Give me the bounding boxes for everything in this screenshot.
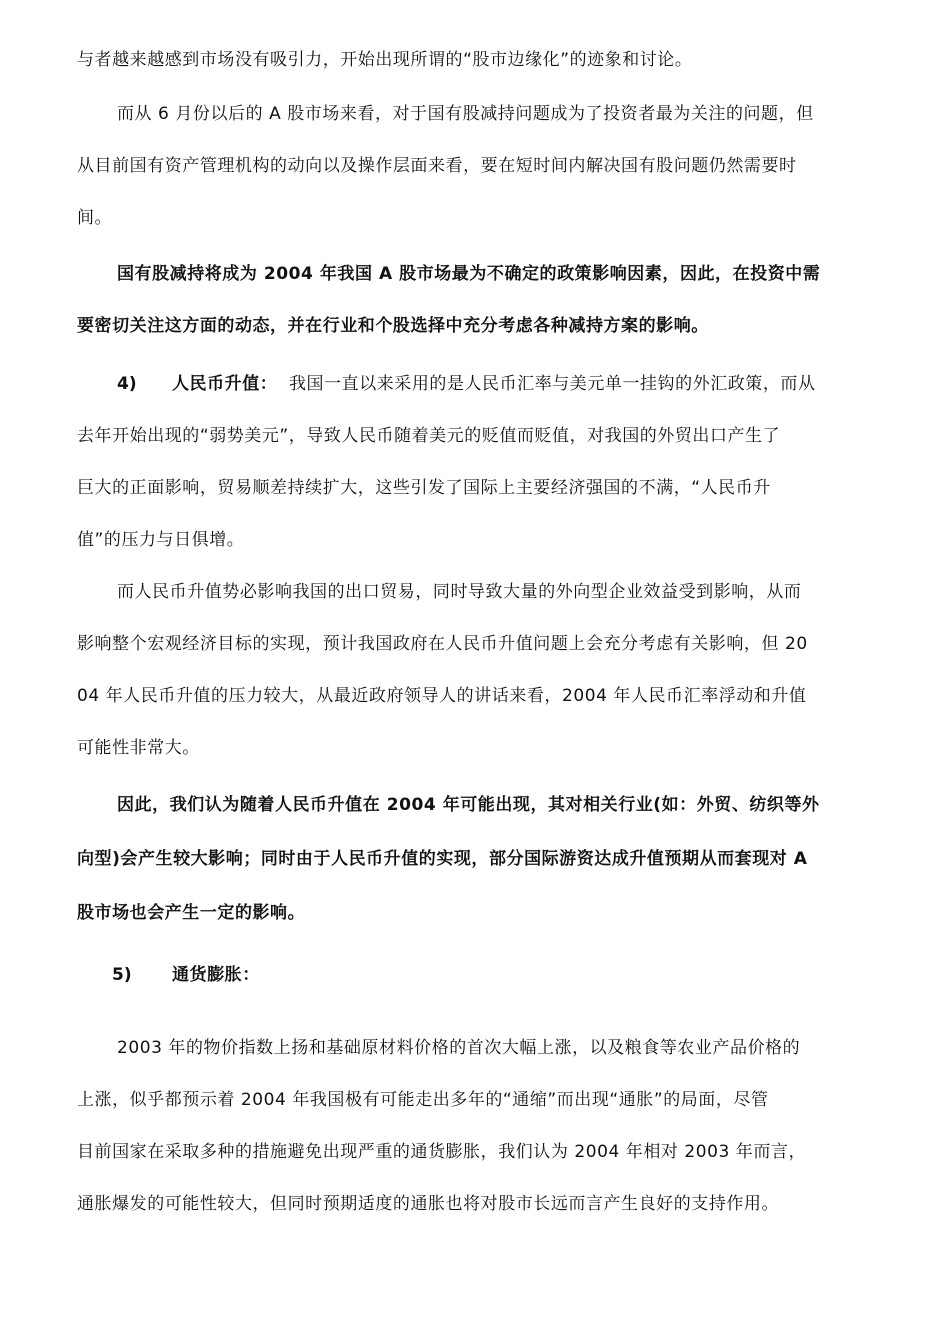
paragraph-line: 间。 — [77, 208, 113, 228]
bold-paragraph-line: 向型)会产生较大影响；同时由于人民币升值的实现，部分国际游资达成升值预期从而套现对 A — [77, 849, 808, 869]
section-heading: 通货膨胀： — [172, 965, 260, 985]
paragraph-line: 可能性非常大。 — [77, 738, 200, 758]
paragraph-line: 从目前国有资产管理机构的动向以及操作层面来看，要在短时间内解决国有股问题仍然需要时 — [77, 156, 797, 176]
bold-paragraph-line: 股市场也会产生一定的影响。 — [77, 903, 306, 923]
paragraph-line: 值”的压力与日俱增。 — [77, 530, 245, 550]
paragraph-line: 而人民币升值势必影响我国的出口贸易，同时导致大量的外向型企业效益受到影响，从而 — [117, 582, 802, 602]
paragraph-line: 2003 年的物价指数上扬和基础原材料价格的首次大幅上涨，以及粮食等农业产品价格的 — [117, 1038, 801, 1058]
paragraph-line: 我国一直以来采用的是人民币汇率与美元单一挂钩的外汇政策，而从 — [289, 374, 816, 394]
section-number: 4) — [117, 374, 137, 394]
section-number: 5) — [112, 965, 132, 985]
paragraph-line: 影响整个宏观经济目标的实现，预计我国政府在人民币升值问题上会充分考虑有关影响，但 20 — [77, 634, 808, 654]
paragraph-line: 而从 6 月份以后的 A 股市场来看，对于国有股减持问题成为了投资者最为关注的问题，但 — [117, 104, 814, 124]
paragraph-line: 上涨，似乎都预示着 2004 年我国极有可能走出多年的“通缩”而出现“通胀”的局面，尽管 — [77, 1090, 769, 1110]
bold-paragraph-line: 国有股减持将成为 2004 年我国 A 股市场最为不确定的政策影响因素，因此，在投资中需 — [117, 264, 821, 284]
bold-paragraph-line: 因此，我们认为随着人民币升值在 2004 年可能出现，其对相关行业(如：外贸、纺织等外 — [117, 795, 820, 815]
paragraph-line: 去年开始出现的“弱势美元”，导致人民币随着美元的贬值而贬值，对我国的外贸出口产生了 — [77, 426, 781, 446]
paragraph-line: 通胀爆发的可能性较大，但同时预期适度的通胀也将对股市长远而言产生良好的支持作用。 — [77, 1194, 779, 1214]
paragraph-line: 04 年人民币升值的压力较大，从最近政府领导人的讲话来看，2004 年人民币汇率浮动和升值 — [77, 686, 807, 706]
paragraph-line: 目前国家在采取多种的措施避免出现严重的通货膨胀，我们认为 2004 年相对 2003 年而言， — [77, 1142, 806, 1162]
section-heading: 人民币升值： — [172, 374, 278, 394]
paragraph-line: 与者越来越感到市场没有吸引力，开始出现所谓的“股市边缘化”的迹象和讨论。 — [77, 50, 693, 70]
paragraph-line: 巨大的正面影响，贸易顺差持续扩大，这些引发了国际上主要经济强国的不满，“人民币升 — [77, 478, 771, 498]
bold-paragraph-line: 要密切关注这方面的动态，并在行业和个股选择中充分考虑各种减持方案的影响。 — [77, 316, 709, 336]
